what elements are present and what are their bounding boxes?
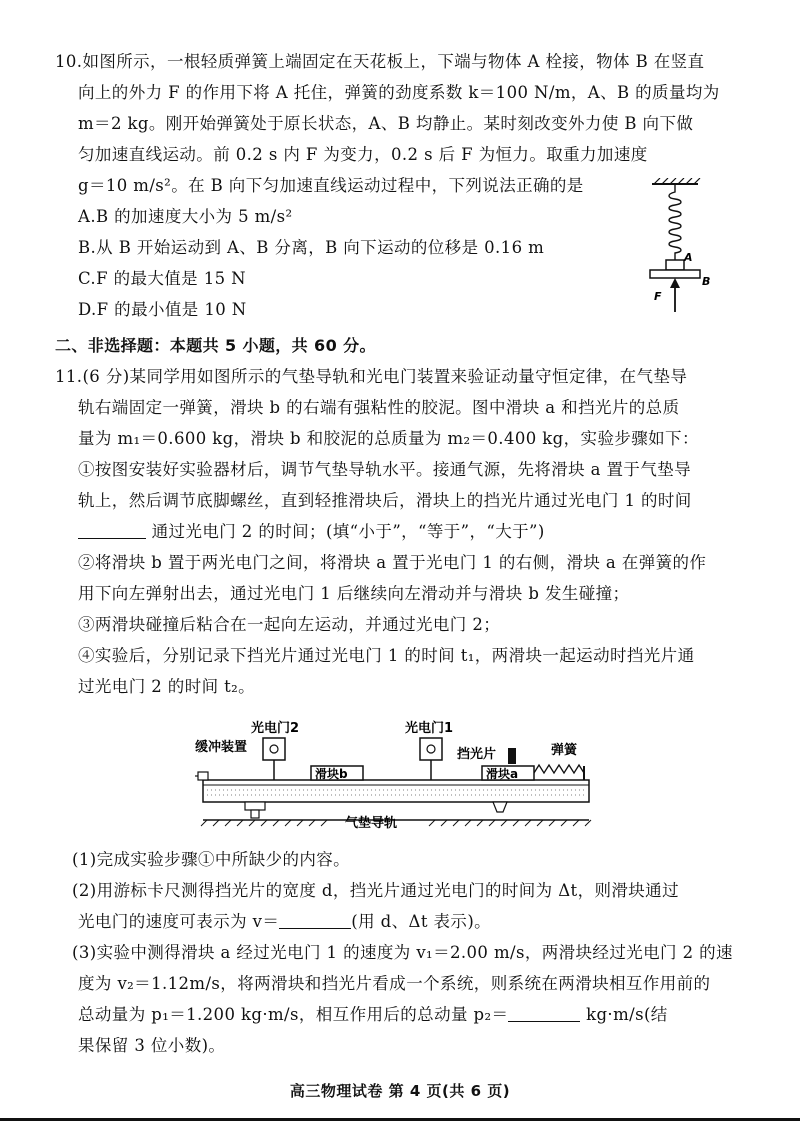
q11-line-11: 过光电门 2 的时间 t₂。 (78, 677, 256, 696)
q11-line-6 (78, 522, 778, 542)
q11-line-1: 11.(6 分)某同学用如图所示的气垫导轨和光电门装置来验证动量守恒定律，在气垫导 (55, 367, 688, 386)
shading-plate (508, 748, 516, 764)
q10-option-d: D.F 的最小值是 10 N (78, 300, 247, 319)
air-track-figure (195, 718, 605, 843)
photogate-2 (263, 738, 285, 760)
q10-option-b: B.从 B 开始运动到 A、B 分离，B 向下运动的位移是 0.16 m (78, 238, 545, 257)
block-a (666, 260, 684, 270)
bottom-rule (0, 1118, 800, 1121)
photogate-1 (420, 738, 442, 760)
page-footer: 高三物理试卷 第 4 页(共 6 页) (289, 1082, 511, 1100)
q11-sub-3-line-2: 度为 v₂＝1.12m/s，将两滑块和挡光片看成一个系统，则系统在两滑块相互作用前的 (78, 974, 711, 993)
answer-blank-3[interactable] (508, 1007, 580, 1022)
q10-line-2: 向上的外力 F 的作用下将 A 托住，弹簧的劲度系数 k＝100 N/m，A、B 的质量均为 (78, 83, 720, 102)
q10-line-5: g＝10 m/s²。在 B 向下匀加速直线运动过程中，下列说法正确的是 (78, 176, 584, 195)
q11-line-5: 轨上，然后调节底脚螺丝，直到轻推滑块后，滑块上的挡光片通过光电门 1 的时间 (78, 491, 692, 510)
spring-coil (669, 184, 681, 260)
block-b (650, 270, 700, 278)
q11-sub-2-line-1: (2)用游标卡尺测得挡光片的宽度 d，挡光片通过光电门的时间为 Δt，则滑块通过 (72, 881, 679, 900)
label-block-b: 滑块b (315, 767, 348, 781)
label-rail: 气垫导轨 (345, 816, 398, 831)
foot-left (245, 802, 265, 810)
q10-option-c: C.F 的最大值是 15 N (78, 269, 246, 288)
label-gate2: 光电门2 (251, 721, 300, 736)
q11-line-3: 量为 m₁＝0.600 kg，滑块 b 和胶泥的总质量为 m₂＝0.400 kg，实验步骤如下： (78, 429, 699, 448)
q10-line-4: 匀加速直线运动。前 0.2 s 内 F 为变力，0.2 s 后 F 为恒力。取重力加速度 (78, 145, 648, 164)
q11-sub-3-line-1: (3)实验中测得滑块 a 经过光电门 1 的速度为 v₁＝2.00 m/s，两滑块经过光电门 2 的速 (72, 943, 733, 962)
q11-sub-3-line-4: 果保留 3 位小数)。 (78, 1036, 226, 1055)
q11-sub-2-line-2 (78, 912, 778, 932)
q11-sub-3-line-3 (78, 1005, 778, 1025)
q10-option-a: A.B 的加速度大小为 5 m/s² (78, 207, 293, 226)
spring-figure (640, 178, 720, 328)
q11-line-4: ①按图安装好实验器材后，调节气垫导轨水平。接通气源，先将滑块 a 置于气垫导 (78, 460, 692, 479)
q11-line-6-text: 通过光电门 2 的时间；(填“小于”，“等于”，“大于”) (151, 522, 545, 541)
q11-sub-1: (1)完成实验步骤①中所缺少的内容。 (72, 850, 351, 869)
q11-line-2: 轨右端固定一弹簧，滑块 b 的右端有强粘性的胶泥。图中滑块 a 和挡光片的总质 (78, 398, 680, 417)
q10-line-3: m＝2 kg。刚开始弹簧处于原长状态，A、B 均静止。某时刻改变外力使 B 向下做 (78, 114, 694, 133)
foot-right (493, 802, 507, 812)
q11-sub-3-pre: 总动量为 p₁＝1.200 kg·m/s，相互作用后的总动量 p₂＝ (78, 1005, 509, 1024)
q11-line-8: 用下向左弹射出去，通过光电门 1 后继续向左滑动并与滑块 b 发生碰撞； (78, 584, 630, 603)
force-arrowhead (670, 278, 680, 288)
rail-body (203, 780, 589, 802)
answer-blank-1[interactable] (78, 524, 146, 539)
answer-blank-2[interactable] (279, 914, 351, 929)
q11-sub-2-pre: 光电门的速度可表示为 v＝ (78, 912, 280, 931)
buffer-device (198, 772, 208, 780)
label-block-a: 滑块a (486, 767, 519, 781)
q11-line-10: ④实验后，分别记录下挡光片通过光电门 1 的时间 t₁，两滑块一起运动时挡光片通 (78, 646, 695, 665)
label-b: B (702, 275, 711, 288)
label-buffer: 缓冲装置 (195, 740, 248, 755)
label-a: A (684, 251, 693, 264)
q11-sub-3-post: kg·m/s(结 (586, 1005, 668, 1024)
label-gate1: 光电门1 (405, 721, 454, 736)
q11-line-7: ②将滑块 b 置于两光电门之间，将滑块 a 置于光电门 1 的右侧，滑块 a 在弹簧的作 (78, 553, 707, 572)
section-heading: 二、非选择题：本题共 5 小题，共 60 分。 (55, 336, 376, 355)
q11-line-9: ③两滑块碰撞后粘合在一起向左运动，并通过光电门 2； (78, 615, 501, 634)
rail-spring (534, 765, 584, 773)
label-shade: 挡光片 (457, 747, 497, 762)
q11-sub-2-post: (用 d、Δt 表示)。 (351, 912, 492, 931)
label-f: F (654, 290, 662, 303)
label-spring: 弹簧 (551, 743, 578, 758)
q10-line-1: 10.如图所示，一根轻质弹簧上端固定在天花板上，下端与物体 A 栓接，物体 B 在竖直 (55, 52, 705, 71)
